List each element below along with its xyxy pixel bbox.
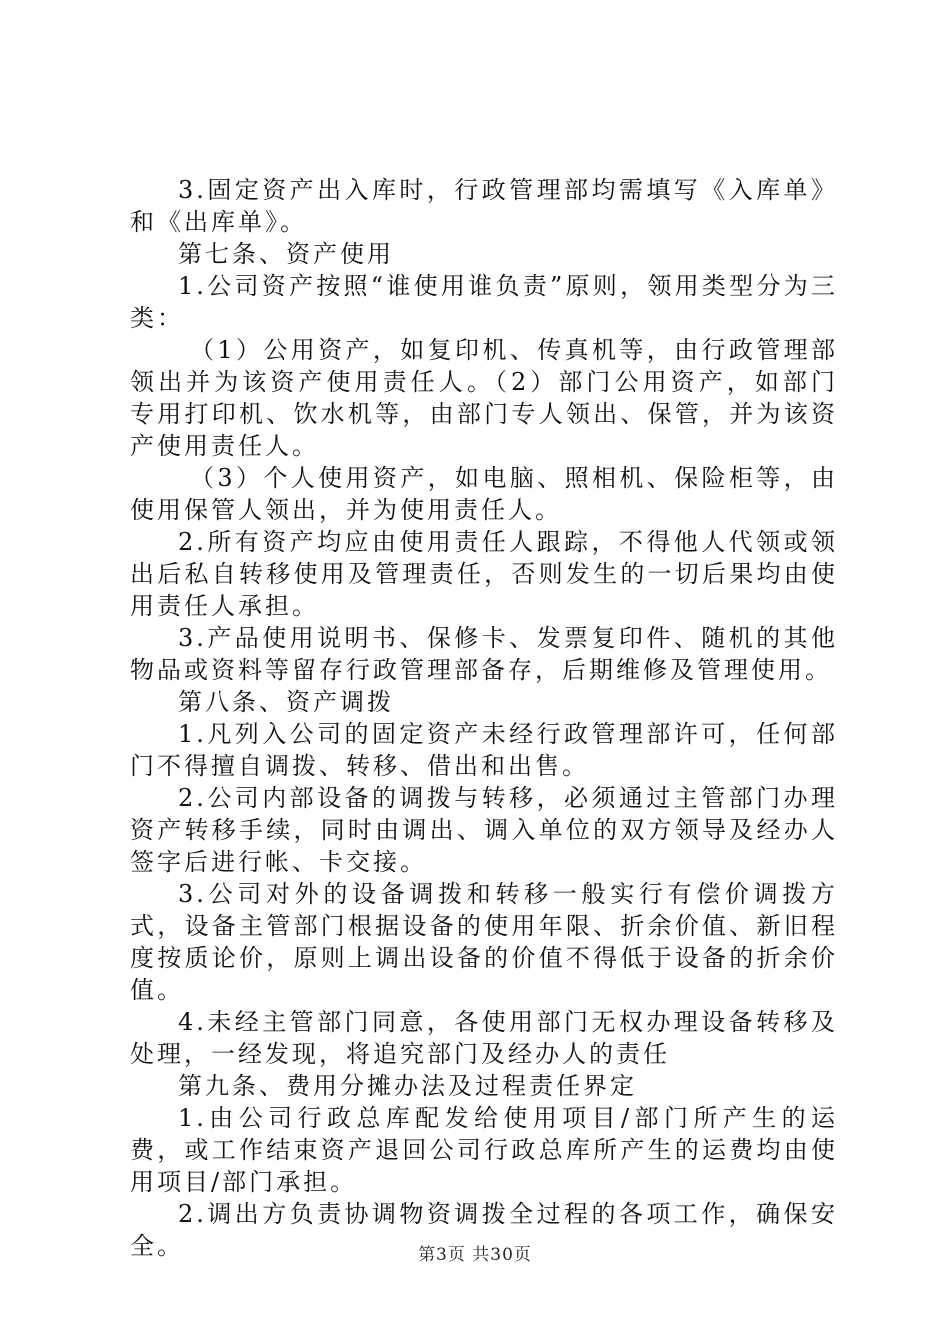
section-heading: 第八条、资产调拨 [178, 688, 394, 716]
paragraph: 2.所有资产均应由使用责任人跟踪，不得他人代领或领出后私自转移使用及管理责任，否则发生的一切后果均由使用责任人承担。 [130, 528, 838, 620]
paragraph: 2.公司内部设备的调拨与转移，必须通过主管部门办理资产转移手续，同时由调出、调入单位的双方领导及经办人签字后进行帐、卡交接。 [130, 784, 838, 876]
page-footer: 第3页 共30页 [418, 1245, 532, 1265]
document-body [130, 174, 838, 1262]
paragraph: 3.公司对外的设备调拨和转移一般实行有偿价调拨方式，设备主管部门根据设备的使用年限、折余价值、新旧程度按质论价，原则上调出设备的价值不得低于设备的折余价值。 [130, 880, 838, 1004]
section-heading: 第九条、费用分摊办法及过程责任界定 [178, 1072, 637, 1100]
paragraph: （1）公用资产，如复印机、传真机等，由行政管理部领出并为该资产使用责任人。（2）部门公用资产，如部门专用打印机、饮水机等，由部门专人领出、保管，并为该资产使用责任人。 [130, 336, 838, 460]
paragraph: （3）个人使用资产，如电脑、照相机、保险柜等，由使用保管人领出，并为使用责任人。 [130, 464, 838, 524]
paragraph: 3.产品使用说明书、保修卡、发票复印件、随机的其他物品或资料等留存行政管理部备存，后期维修及管理使用。 [130, 624, 838, 684]
paragraph: 2.调出方负责协调物资调拨全过程的各项工作，确保安全。 [130, 1200, 838, 1260]
section-heading: 第七条、资产使用 [178, 240, 394, 268]
paragraph: 1.凡列入公司的固定资产未经行政管理部许可，任何部门不得擅自调拨、转移、借出和出售。 [130, 720, 838, 780]
paragraph: 4.未经主管部门同意，各使用部门无权办理设备转移及处理，一经发现，将追究部门及经办人的责任 [130, 1008, 838, 1068]
paragraph: 1.公司资产按照“谁使用谁负责”原则，领用类型分为三类： [130, 272, 838, 332]
paragraph: 1.由公司行政总库配发给使用项目/部门所产生的运费，或工作结束资产退回公司行政总库所产生的运费均由使用项目/部门承担。 [130, 1104, 838, 1196]
paragraph: 3.固定资产出入库时，行政管理部均需填写《入库单》和《出库单》。 [130, 176, 838, 236]
